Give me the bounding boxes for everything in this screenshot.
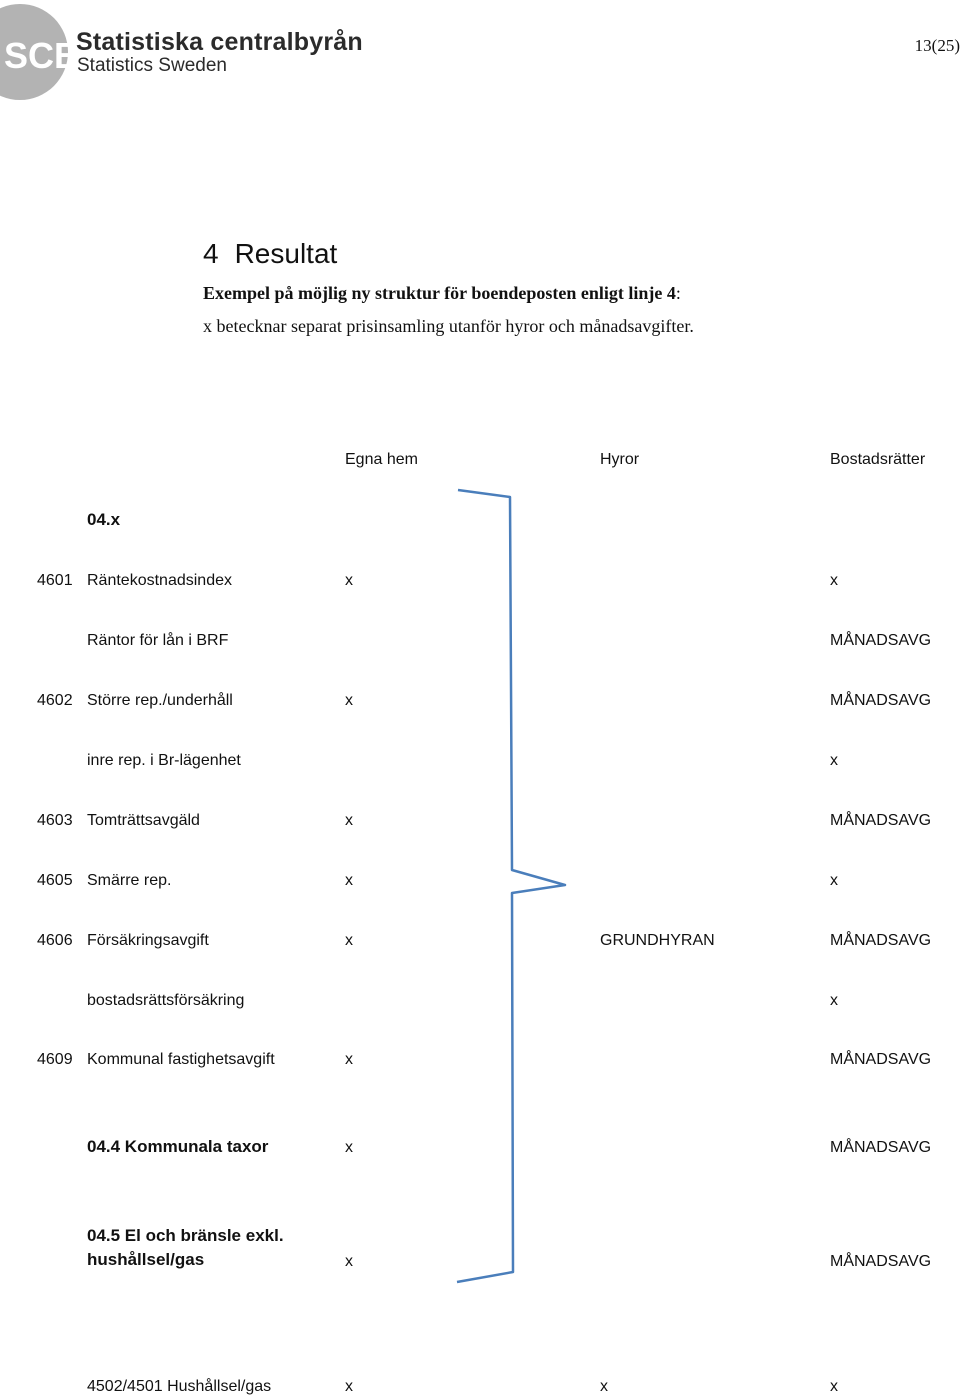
row-code: 4609 [37, 1051, 73, 1068]
row-bostadsratter: x [830, 752, 838, 769]
row-label: Smärre rep. [87, 872, 172, 889]
row-bostadsratter: MÅNADSAVG [830, 1139, 932, 1156]
column-header-bostadsratter: Bostadsrätter [830, 451, 926, 468]
row-code: 4601 [37, 572, 73, 589]
row-code: 4605 [37, 872, 73, 889]
column-header-egna-hem: Egna hem [345, 451, 418, 468]
row-label: inre rep. i Br-lägenhet [87, 752, 241, 769]
row-bostadsratter: MÅNADSAVG [830, 1253, 932, 1270]
row-egna-hem: x [345, 1051, 353, 1068]
row-label: Räntekostnadsindex [87, 572, 232, 589]
group-label: 04.5 El och bränsle exkl. hushållsel/gas [87, 1226, 284, 1269]
row-hyror: x [600, 1378, 608, 1395]
row-label: Större rep./underhåll [87, 692, 233, 709]
column-header-hyror: Hyror [600, 451, 640, 468]
svg-text:SCB: SCB [4, 35, 81, 76]
row-egna-hem: x [345, 572, 353, 589]
row-bostadsratter: x [830, 872, 838, 889]
brand-subtitle: Statistics Sweden [77, 55, 227, 76]
intro-text: Exempel på möjlig ny struktur för boendeposten enligt linje 4: [203, 283, 681, 303]
row-egna-hem: x [345, 932, 353, 949]
section-title: Resultat [234, 238, 338, 269]
row-bostadsratter: MÅNADSAVG [830, 1051, 932, 1068]
row-code: 4603 [37, 812, 73, 829]
row-bostadsratter: x [830, 992, 838, 1009]
group-label: 04.x [87, 510, 121, 529]
brand-title: Statistiska centralbyrån [76, 28, 363, 56]
row-label: Tomträttsavgäld [87, 812, 200, 829]
section-number: 4 [203, 238, 219, 269]
group-label: 04.4 Kommunala taxor [87, 1137, 269, 1156]
row-label: Försäkringsavgift [87, 932, 209, 949]
row-code: 4602 [37, 692, 73, 709]
row-egna-hem: x [345, 692, 353, 709]
row-label: Räntor för lån i BRF [87, 632, 229, 649]
row-egna-hem: x [345, 1253, 353, 1270]
row-egna-hem: x [345, 1139, 353, 1156]
note-text: x betecknar separat prisinsamling utanför hyror och månadsavgifter. [203, 316, 694, 336]
row-label: bostadsrättsförsäkring [87, 992, 245, 1009]
row-bostadsratter: x [830, 572, 838, 589]
page-number: 13(25) [914, 36, 960, 55]
row-bostadsratter: MÅNADSAVG [830, 632, 932, 649]
row-egna-hem: x [345, 872, 353, 889]
row-bostadsratter: x [830, 1378, 838, 1395]
row-label: Kommunal fastighetsavgift [87, 1051, 275, 1068]
row-code: 4606 [37, 932, 73, 949]
row-egna-hem: x [345, 1378, 353, 1395]
row-hyror: GRUNDHYRAN [600, 932, 715, 949]
row-bostadsratter: MÅNADSAVG [830, 812, 932, 829]
row-bostadsratter: MÅNADSAVG [830, 692, 932, 709]
row-egna-hem: x [345, 812, 353, 829]
row-label: 4502/4501 Hushållsel/gas [87, 1378, 272, 1395]
row-bostadsratter: MÅNADSAVG [830, 932, 932, 949]
